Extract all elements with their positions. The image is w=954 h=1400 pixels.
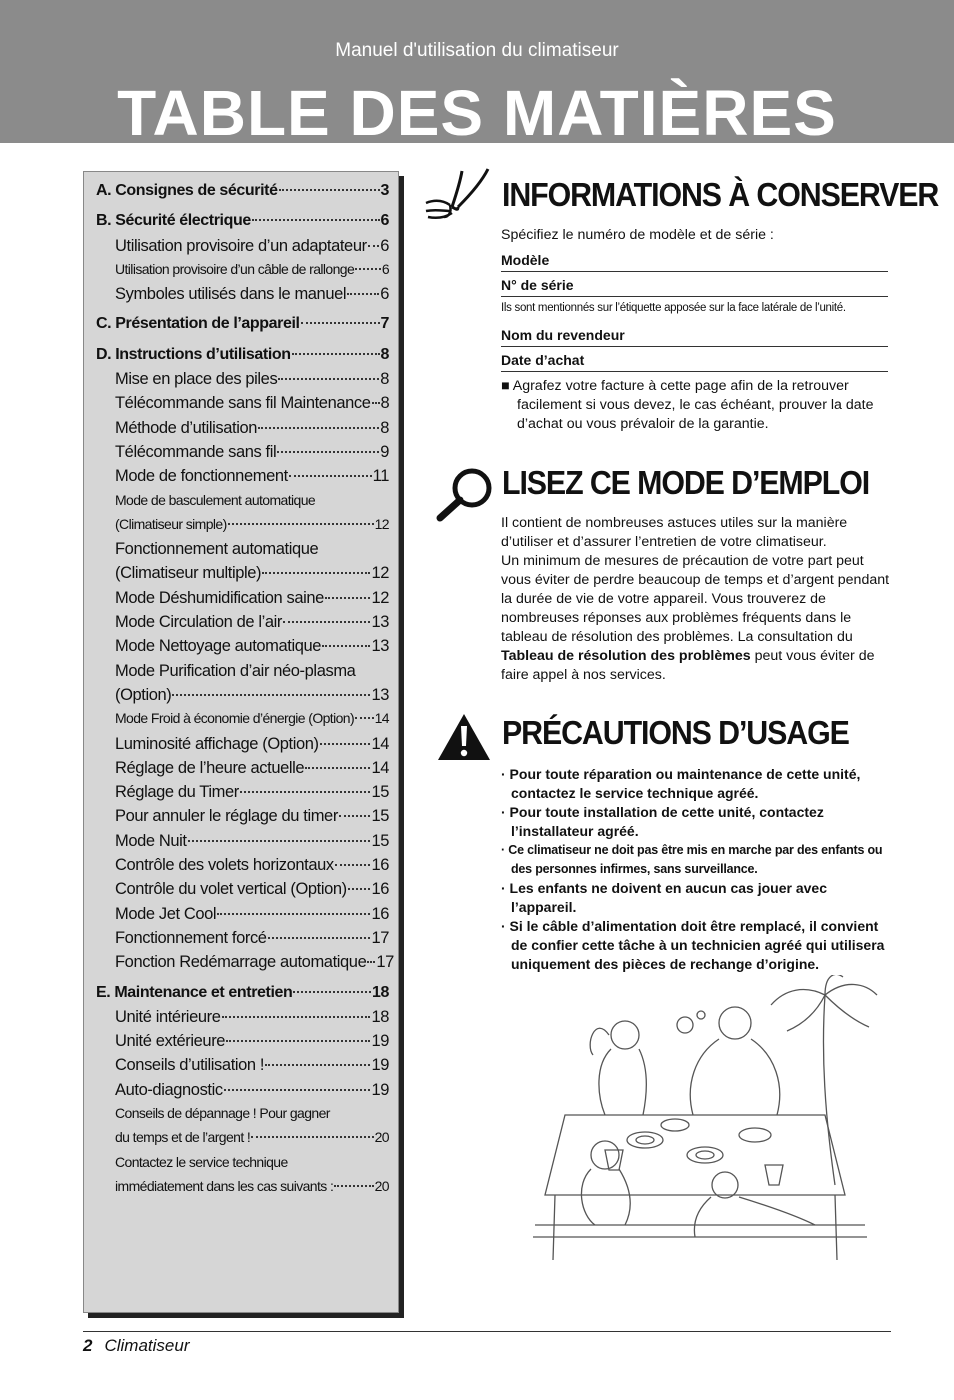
toc-page: 13 (371, 613, 389, 632)
toc-page: 6 (380, 285, 389, 304)
toc-entry (96, 1154, 389, 1178)
toc-leader (320, 743, 371, 745)
toc-leader (222, 1016, 371, 1018)
toc-leader (277, 451, 379, 453)
toc-label: Réglage du Timer (115, 783, 239, 802)
toc-section (96, 182, 389, 206)
toc-page: 15 (371, 783, 389, 802)
toc-leader (348, 888, 371, 890)
toc-leader (265, 1064, 370, 1066)
toc-entry (96, 929, 389, 953)
toc-leader (188, 840, 371, 842)
toc-page: 13 (371, 685, 389, 704)
toc-leader (289, 475, 372, 477)
toc-page: 8 (380, 394, 390, 413)
toc-label: E. Maintenance et entretien (96, 983, 293, 1001)
toc-page: 17 (371, 928, 389, 947)
toc-page: 11 (372, 467, 389, 486)
toc-leader (367, 961, 375, 963)
toc-page: 7 (380, 315, 389, 333)
toc-entry (96, 492, 389, 516)
toc-label: Mode Déshumidification saine (115, 588, 324, 607)
toc-label: Contrôle du volet vertical (Option) (115, 880, 347, 899)
toc-leader (217, 913, 370, 915)
toc-leader (292, 353, 380, 355)
toc-page: 18 (372, 983, 389, 1001)
toc-leader (305, 767, 370, 769)
precaution-item: · Ce climatiseur ne doit pas être mis en marche par des enfants ou des personnes infirmes, sans surveillance. (501, 843, 883, 876)
toc-leader (251, 1136, 373, 1138)
toc-label: Fonctionnement forcé (115, 928, 267, 947)
toc-label: Méthode d’utilisation (115, 418, 258, 437)
toc-label: C. Présentation de l’appareil (96, 315, 300, 333)
toc-entry (96, 807, 389, 831)
toc-entry (96, 953, 394, 977)
troubleshooting-table-ref: Tableau de résolution des problèmes (501, 648, 751, 664)
toc-label: Symboles utilisés dans le manuel (115, 285, 347, 304)
toc-leader (278, 378, 379, 380)
read-heading: LISEZ CE MODE D’EMPLOI (502, 464, 870, 501)
toc-page: 6 (380, 236, 389, 255)
toc-leader (226, 1040, 370, 1042)
toc-label: Unité intérieure (115, 1007, 221, 1026)
info-heading: INFORMATIONS À CONSERVER (502, 176, 939, 213)
toc-entry (96, 285, 389, 309)
toc-entry (96, 662, 389, 686)
toc-leader (283, 621, 370, 623)
toc-page: 14 (371, 734, 389, 753)
warning-icon (436, 712, 492, 762)
toc-page: 12 (374, 515, 389, 532)
toc-label: Télécommande sans fil Maintenance (115, 394, 371, 413)
toc-label: Fonction Redémarrage automatique (115, 953, 367, 972)
toc-page: 15 (371, 807, 389, 826)
toc-page: 16 (371, 856, 389, 875)
toc-page: 13 (371, 637, 389, 656)
toc-entry (96, 613, 389, 637)
toc-entry (96, 880, 389, 904)
toc-leader (339, 815, 371, 817)
footer-rule (83, 1331, 891, 1332)
toc-leader (335, 864, 371, 866)
toc-label: Auto-diagnostic (115, 1080, 223, 1099)
toc-entry (96, 905, 389, 929)
toc-leader (258, 427, 379, 429)
toc-page: 20 (374, 1177, 389, 1194)
toc-entry (96, 856, 389, 880)
toc-leader (347, 293, 379, 295)
page-number: 2 (83, 1336, 93, 1355)
toc-leader (368, 245, 380, 247)
toc-label: du temps et de l’argent ! (115, 1129, 251, 1146)
toc-leader (301, 322, 380, 324)
toc-label: Mode de basculement automatique (115, 491, 316, 508)
page-title: TABLE DES MATIÈRES (117, 77, 837, 149)
toc-label: Mode Nettoyage automatique (115, 637, 322, 656)
toc-page: 17 (376, 953, 394, 972)
toc-leader (355, 717, 374, 719)
toc-label: Mise en place des piles (115, 370, 278, 389)
precaution-item: · Les enfants ne doivent en aucun cas jouer avec l’appareil. (501, 880, 827, 915)
toc-page: 19 (371, 1056, 389, 1075)
precaution-item: · Pour toute installation de cette unité, contactez l’installateur agréé. (501, 804, 824, 839)
toc-leader (334, 1185, 373, 1187)
toc-label: (Option) (115, 685, 172, 704)
toc-label: Conseils de dépannage ! Pour gagner (115, 1104, 330, 1121)
toc-entry (96, 516, 389, 540)
toc-label: Pour annuler le réglage du timer (115, 807, 338, 826)
toc-entry (96, 237, 389, 261)
toc-label: Conseils d’utilisation ! (115, 1056, 265, 1075)
toc-label: Utilisation provisoire d’un câble de rallonge (115, 260, 355, 277)
toc-entry (96, 1032, 389, 1056)
toc-label: Fonctionnement automatique (115, 540, 319, 559)
model-field: Modèle (501, 249, 888, 272)
toc-label: D. Instructions d’utilisation (96, 345, 291, 363)
pen-hand-icon (422, 163, 494, 225)
toc-entry (96, 564, 389, 588)
toc-page: 8 (380, 370, 389, 389)
toc-page: 12 (371, 564, 389, 583)
toc-leader (322, 645, 370, 647)
toc-section (96, 212, 389, 236)
toc-entry (96, 419, 389, 443)
precautions-heading: PRÉCAUTIONS D’USAGE (502, 714, 849, 751)
read-para2: Un minimum de mesures de précaution de votre part peut vous éviter de perdre beaucoup de temps et d’argent pendant la durée de vie de votre appareil. Vous trouverez de nombreuses réponses aux problèmes fréquents dans le tableau de résolution des problèmes. La consultation du Tableau de résolution des problèmes peut vous éviter de faire appel à nos services. (501, 553, 890, 683)
toc-leader (279, 189, 380, 191)
toc-entry (96, 467, 389, 491)
toc-entry (96, 637, 389, 661)
toc-list (96, 182, 394, 1202)
toc-label: Mode de fonctionnement (115, 467, 288, 486)
toc-page: 3 (380, 182, 389, 199)
toc-section (96, 315, 389, 339)
toc-page: 14 (371, 758, 389, 777)
toc-label: Mode Nuit (115, 831, 187, 850)
toc-label: Mode Jet Cool (115, 904, 217, 923)
serial-field: N° de série (501, 274, 888, 297)
magnifier-icon (434, 464, 496, 522)
toc-entry (96, 1008, 389, 1032)
toc-page: 6 (380, 212, 389, 230)
toc-page: 19 (371, 1080, 389, 1099)
toc-entry (96, 759, 389, 783)
toc-section (96, 346, 389, 370)
toc-entry (96, 370, 389, 394)
toc-entry (96, 443, 389, 467)
toc-label: Unité extérieure (115, 1032, 226, 1051)
toc-label: A. Consignes de sécurité (96, 182, 278, 199)
toc-leader (325, 597, 371, 599)
toc-label: immédiatement dans les cas suivants : (115, 1177, 334, 1194)
toc-label: Réglage de l’heure actuelle (115, 758, 305, 777)
toc-entry (96, 1056, 389, 1080)
precaution-item: · Pour toute réparation ou maintenance de cette unité, contactez le service technique agréé. (501, 766, 861, 801)
toc-label: Utilisation provisoire d’un adaptateur (115, 236, 367, 255)
toc-page: 16 (371, 880, 389, 899)
toc-leader (293, 991, 371, 993)
toc-label: (Climatiseur multiple) (115, 564, 262, 583)
toc-label: Contrôle des volets horizontaux (115, 856, 334, 875)
serial-note: Ils sont mentionnés sur l’étiquette apposée sur la face latérale de l’unité. (501, 302, 846, 314)
precautions-list (501, 765, 891, 974)
toc-entry (96, 735, 389, 759)
toc-entry (96, 589, 389, 613)
toc-entry (96, 686, 389, 710)
header-banner (0, 0, 954, 149)
toc-entry (96, 783, 389, 807)
toc-page: 12 (371, 588, 389, 607)
toc-label: Mode Circulation de l’air (115, 613, 282, 632)
precaution-item: · Si le câble d’alimentation doit être remplacé, il convient de confier cette tâche à un technicien agréé qui utilisera uniquement des pièces de rechange d’origine. (501, 918, 885, 972)
toc-entry (96, 1129, 389, 1153)
toc-leader (355, 268, 381, 270)
toc-page: 16 (371, 904, 389, 923)
toc-leader (172, 694, 370, 696)
toc-entry (96, 540, 389, 564)
toc-entry (96, 1178, 389, 1202)
toc-leader (224, 1089, 371, 1091)
toc-page: 6 (381, 260, 389, 277)
toc-leader (228, 523, 374, 525)
toc-section (96, 984, 389, 1008)
table-of-contents (83, 171, 399, 1313)
toc-entry (96, 1081, 389, 1105)
footer-label: Climatiseur (104, 1336, 190, 1355)
family-picnic-illustration (525, 975, 885, 1275)
toc-label: Mode Froid à économie d’énergie (Option) (115, 710, 355, 727)
staple-note: ■ Agrafez votre facture à cette page afin de la retrouver facilement si vous devez, le cas échéant, prouver la date d’achat ou vous prévaloir de la garantie. (501, 378, 874, 432)
toc-entry (96, 710, 389, 734)
purchase-date-field: Date d’achat (501, 349, 888, 372)
toc-entry (96, 1105, 389, 1129)
toc-label: B. Sécurité électrique (96, 212, 251, 230)
toc-leader (252, 219, 380, 221)
toc-leader (268, 937, 371, 939)
toc-entry (96, 832, 389, 856)
toc-leader (372, 402, 380, 404)
toc-page: 19 (371, 1032, 389, 1051)
toc-page: 20 (374, 1129, 389, 1146)
toc-label: Luminosité affichage (Option) (115, 734, 319, 753)
toc-entry (96, 394, 389, 418)
dealer-field: Nom du revendeur (501, 324, 888, 347)
toc-page: 18 (371, 1007, 389, 1026)
toc-page: 8 (380, 345, 389, 363)
toc-label: Contactez le service technique (115, 1153, 288, 1170)
toc-entry (96, 261, 389, 285)
toc-page: 15 (371, 831, 389, 850)
toc-page: 9 (380, 442, 389, 461)
read-para1: Il contient de nombreuses astuces utiles sur la manière d’utiliser et d’assurer l’entretien de votre climatiseur. (501, 515, 848, 550)
toc-label: Télécommande sans fil (115, 442, 277, 461)
toc-leader (240, 791, 371, 793)
manual-subtitle: Manuel d'utilisation du climatiseur (335, 40, 619, 61)
toc-page: 8 (380, 418, 389, 437)
toc-label: Mode Purification d’air néo-plasma (115, 661, 356, 680)
info-intro: Spécifiez le numéro de modèle et de série : (501, 227, 774, 243)
toc-label: (Climatiseur simple) (115, 515, 227, 532)
footer (83, 1336, 190, 1356)
toc-leader (262, 572, 370, 574)
toc-page: 14 (374, 710, 389, 727)
